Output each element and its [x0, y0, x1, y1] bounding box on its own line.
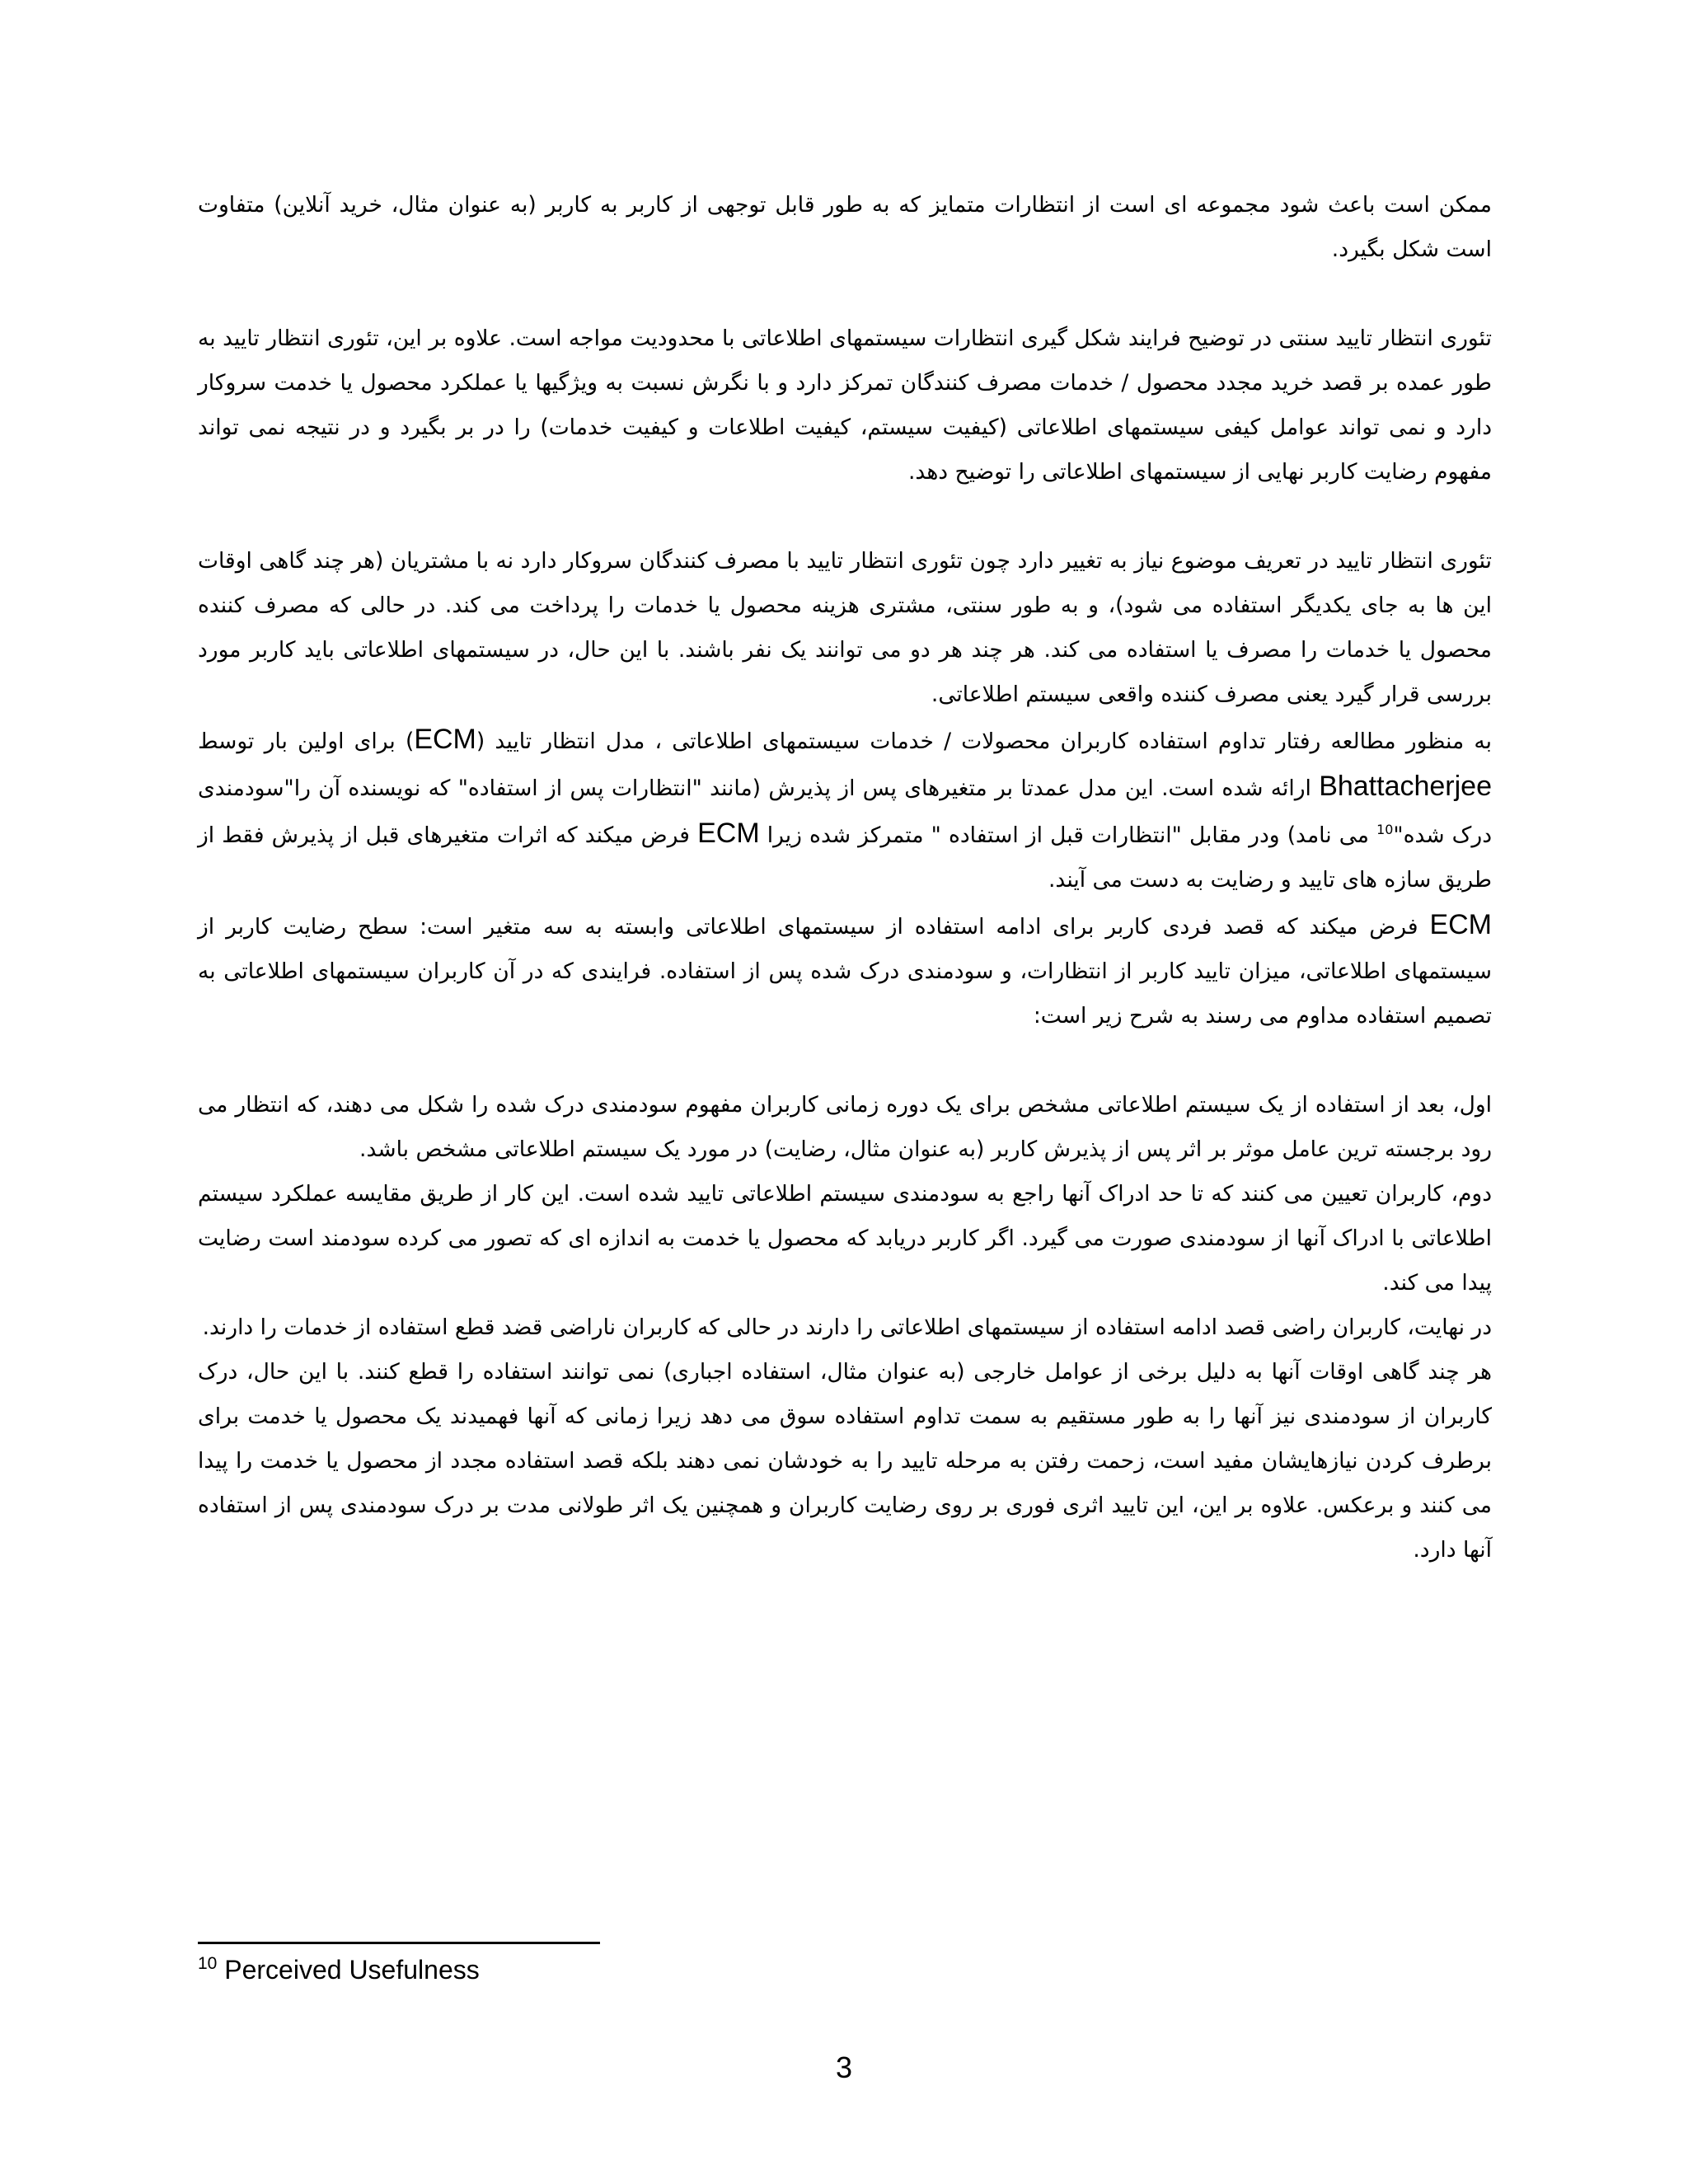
paragraph-4-part2: ) برای اولین بار توسط — [198, 729, 415, 754]
term-author: Bhattacherjee — [1319, 771, 1492, 802]
paragraph-5-part1: فرض میکند که قصد فردی کاربر برای ادامه استفاده از سیستمهای اطلاعاتی وابسته به سه متغیر است: سطح رضایت کاربر از سیستمهای اطلاعاتی، میزان تایید کاربر از انتظارات، و سودمندی درک شده پس از استفاده. فرایندی که در آن کاربران سیستمهای اطلاعاتی به تصمیم استفاده مداوم می رسند به شرح زیر است: — [198, 914, 1492, 1029]
term-ecm: ECM — [414, 724, 476, 755]
footnote-reference[interactable]: 10 — [1376, 822, 1394, 838]
body-text — [198, 183, 1492, 1572]
paragraph-1: ممکن است باعث شود مجموعه ای است از انتظارات متمایز که به طور قابل توجهی از کاربر به کاربر (به عنوان مثال، خرید آنلاین) متفاوت است شکل بگیرد. — [198, 192, 1492, 262]
paragraph-8: در نهایت، کاربران راضی قصد ادامه استفاده از سیستمهای اطلاعاتی را دارند در حالی که کاربران ناراضی قضد قطع استفاده از خدمات را دارند. — [202, 1315, 1492, 1340]
footnote-text: Perceived Usefulness — [224, 1955, 480, 1985]
footnote-separator — [198, 1942, 600, 1944]
paragraph-9: هر چند گاهی اوقات آنها به دلیل برخی از عوامل خارجی (به عنوان مثال، استفاده اجباری) نمی توانند استفاده را قطع کنند. با این حال، درک کاربران از سودمندی نیز آنها را به طور مستقیم به سمت تداوم استفاده سوق می دهد زیرا زمانی که آنها فهمیدند یک محصول یا خدمت برای برطرف کردن نیازهایشان مفید است، زحمت رفتن به مرحله تایید را به خودشان نمی دهند بلکه قصد استفاده مجدد از محصول یا خدمت را پیدا می کنند و برعکس. علاوه بر این، این تایید اثری فوری بر روی رضایت کاربران و همچنین یک اثر طولانی مدت بر درک سودمندی پس از استفاده آنها دارد. — [198, 1359, 1492, 1563]
paragraph-4 — [198, 717, 1492, 902]
paragraph-4-part5: فرض میکند که اثرات متغیرهای قبل از پذیرش فقط از طریق سازه های تایید و رضایت به دست می آیند. — [198, 823, 1492, 893]
term-ecm-3: ECM — [1429, 909, 1492, 940]
page-number: 3 — [835, 2050, 853, 2084]
paragraph-4-part3: ارائه شده است. این مدل عمدتا بر متغیرهای پس از پذیرش (مانند "انتظارات پس از استفاده" که نویسنده آن را"سودمندی درک شده" — [198, 776, 1493, 848]
paragraph-5 — [198, 902, 1492, 1038]
paragraph-4-part1: به منظور مطالعه رفتار تداوم استفاده کاربران محصولات / خدمات سیستمهای اطلاعاتی ، مدل انتظار تایید ( — [476, 729, 1492, 754]
paragraph-6: اول، بعد از استفاده از یک سیستم اطلاعاتی مشخص برای یک دوره زمانی کاربران مفهوم سودمندی درک شده را شکل می دهند، که انتظار می رود برجسته ترین عامل موثر بر اثر پس از پذیرش کاربر (به عنوان مثال، رضایت) در مورد یک سیستم اطلاعاتی مشخص باشد. — [198, 1092, 1492, 1162]
paragraph-3: تئوری انتظار تایید در تعریف موضوع نیاز به تغییر دارد چون تئوری انتظار تایید با مصرف کنندگان سروکار دارد نه با مشتریان (هر چند گاهی اوقات این ها به جای یکدیگر استفاده می شود)، و به طور سنتی، مشتری هزینه محصول یا خدمات را پرداخت می کند. در حالی که مصرف کننده محصول یا خدمات را مصرف یا استفاده می کند. هر چند هر دو می توانند یک نفر باشند. با این حال، در سیستمهای اطلاعاتی باید کاربر مورد بررسی قرار گیرد یعنی مصرف کننده واقعی سیستم اطلاعاتی. — [198, 548, 1492, 707]
term-ecm-2: ECM — [697, 818, 760, 849]
footnote-number: 10 — [198, 1954, 218, 1973]
footnote — [198, 1955, 480, 1985]
paragraph-4-part4: می نامد) ودر مقابل "انتظارات قبل از استفاده " متمرکز شده زیرا — [759, 823, 1377, 848]
paragraph-7: دوم، کاربران تعیین می کنند که تا حد ادراک آنها راجع به سودمندی سیستم اطلاعاتی تایید شده است. این کار از طریق مقایسه عملکرد سیستم اطلاعاتی با ادراک آنها از سودمندی صورت می گیرد. اگر کاربر دریابد که محصول یا خدمت به اندازه ای که تصور می کرده سودمند است رضایت پیدا می کند. — [198, 1181, 1492, 1296]
paragraph-2: تئوری انتظار تایید سنتی در توضیح فرایند شکل گیری انتظارات سیستمهای اطلاعاتی با محدودیت مواجه است. علاوه بر این، تئوری انتظار تایید به طور عمده بر قصد خرید مجدد محصول / خدمات مصرف کنندگان تمرکز دارد و با نگرش نسبت به ویژگیها یا عملکرد محصول یا خدمت سروکار دارد و نمی تواند عوامل کیفی سیستمهای اطلاعاتی (کیفیت سیستم، کیفیت اطلاعات و کیفیت خدمات) را در بر بگیرد و در نتیجه نمی تواند مفهوم رضایت کاربر نهایی از سیستمهای اطلاعاتی را توضیح دهد. — [198, 326, 1492, 485]
